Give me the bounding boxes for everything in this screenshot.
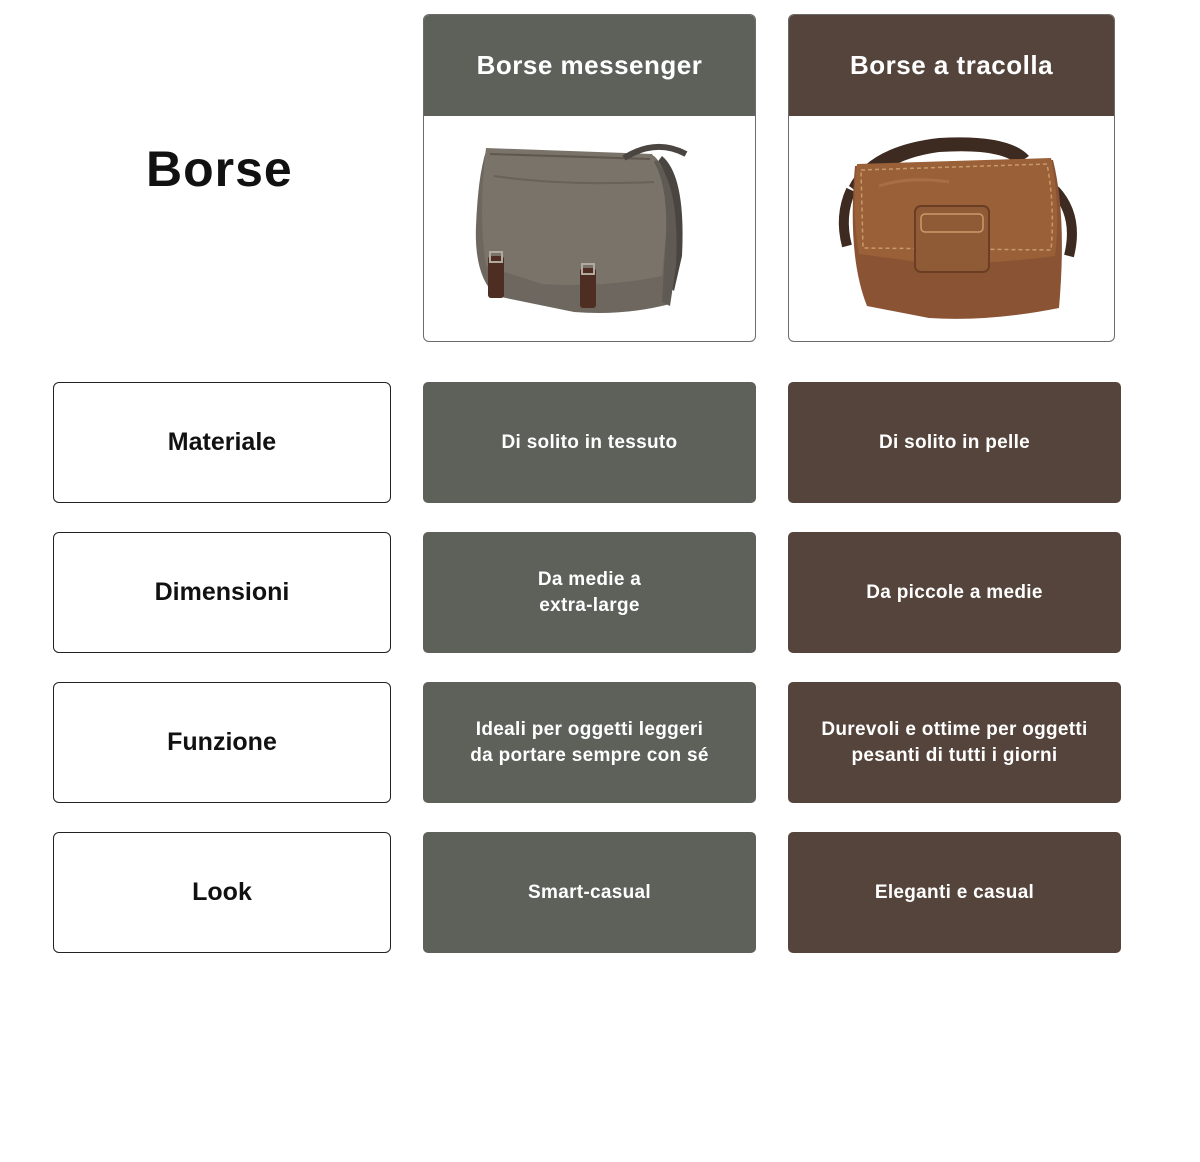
messenger-look-cell: Smart-casual (423, 832, 756, 953)
messenger-materiale-cell: Di solito in tessuto (423, 382, 756, 503)
row-label-dimensioni: Dimensioni (53, 532, 391, 653)
tracolla-materiale-cell: Di solito in pelle (788, 382, 1121, 503)
tracolla-heading: Borse a tracolla (789, 15, 1114, 116)
tracolla-funzione-cell: Durevoli e ottime per oggetti pesanti di tutti i giorni (788, 682, 1121, 803)
row-label-materiale: Materiale (53, 382, 391, 503)
tracolla-dimensioni-cell: Da piccole a medie (788, 532, 1121, 653)
messenger-dimensioni-cell: Da medie a extra-large (423, 532, 756, 653)
messenger-heading: Borse messenger (424, 15, 755, 116)
messenger-funzione-cell: Ideali per oggetti leggeri da portare sempre con sé (423, 682, 756, 803)
page-title: Borse (146, 141, 293, 197)
shoulder-bag-image (789, 116, 1114, 342)
messenger-bag-image (424, 116, 755, 342)
messenger-column-header (423, 14, 756, 342)
tracolla-look-cell: Eleganti e casual (788, 832, 1121, 953)
tracolla-column-header (788, 14, 1115, 342)
row-label-look: Look (53, 832, 391, 953)
row-label-funzione: Funzione (53, 682, 391, 803)
